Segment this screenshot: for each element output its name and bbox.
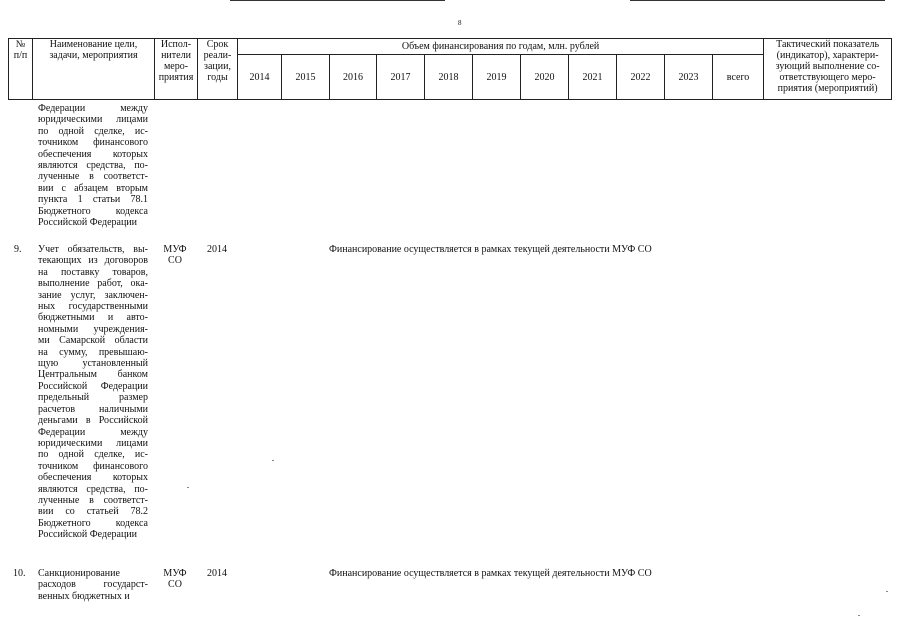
name-line: расходов государст-	[38, 579, 148, 591]
scan-speck	[272, 460, 274, 461]
name-line: Федерации между	[38, 426, 148, 438]
header-year: 2022	[617, 55, 665, 100]
name-line: являются средства, по-	[38, 483, 148, 495]
header-year: 2021	[569, 55, 617, 100]
name-line: номными учреждения-	[38, 323, 148, 335]
row-term: 2014	[207, 568, 227, 579]
name-line: ми Самарской области	[38, 335, 148, 347]
scan-speck	[187, 487, 189, 488]
header-term: Срок реали-зации, годы	[198, 39, 238, 100]
scan-speck	[886, 591, 888, 592]
header-num: № п/п	[9, 39, 33, 100]
header-executor: Испол-нители меро-приятия	[155, 39, 198, 100]
name-line: Российской Федерации	[38, 529, 138, 541]
header-total: всего	[713, 55, 764, 100]
name-line: предельный размер	[38, 392, 148, 404]
name-line: обеспечения которых	[38, 148, 148, 160]
header-year: 2014	[238, 55, 282, 100]
name-line: юридическими лицами	[38, 114, 148, 126]
row-number: 10.	[13, 568, 26, 579]
scan-speck	[858, 615, 860, 616]
name-line: вии с абзацем вторым	[38, 182, 148, 194]
name-line: Учет обязательств, вы-	[38, 244, 148, 255]
name-line: лученные в соответст-	[38, 171, 148, 183]
name-line: Центральным банком	[38, 369, 148, 381]
name-line: обеспечения которых	[38, 472, 148, 484]
header-year: 2023	[665, 55, 713, 100]
name-line: юридическими лицами	[38, 437, 148, 449]
name-line: текающих из договоров	[38, 255, 148, 267]
header-year: 2020	[521, 55, 569, 100]
name-line: по одной сделке, ис-	[38, 125, 148, 137]
name-line: Бюджетного кодекса	[38, 205, 148, 217]
header-year: 2018	[425, 55, 473, 100]
name-line: зание услуг, заключен-	[38, 289, 148, 301]
row-executor: МУФ СО	[163, 568, 187, 591]
name-line: на сумму, превышаю-	[38, 346, 148, 358]
name-line: ных государственными	[38, 301, 148, 313]
name-line: бюджетными и авто-	[38, 312, 148, 324]
name-line: венных бюджетных и	[38, 590, 130, 602]
row-name	[38, 103, 148, 228]
name-line: Санкционирование	[38, 568, 120, 579]
top-border-line	[230, 0, 445, 1]
row-number: 9.	[14, 244, 22, 255]
header-year: 2017	[377, 55, 425, 100]
row-financing-note: Финансирование осуществляется в рамках текущей деятельности МУФ СО	[329, 568, 652, 579]
name-line: точником финансового	[38, 137, 148, 149]
name-line: расчетов наличными	[38, 403, 148, 415]
header-year: 2015	[282, 55, 330, 100]
name-line: Бюджетного кодекса	[38, 517, 148, 529]
name-line: пункта 1 статьи 78.1	[38, 194, 148, 206]
name-line: Российской Федерации	[38, 380, 148, 392]
name-line: Федерации между	[38, 103, 148, 114]
header-indicator: Тактический показатель (индикатор), характери-зующий выполнение со-ответствующего меро-приятия (мероприятий)	[764, 39, 892, 100]
top-border-line	[630, 0, 885, 1]
row-name	[38, 244, 148, 541]
name-line: на поставку товаров,	[38, 266, 148, 278]
header-year: 2016	[330, 55, 377, 100]
header-year: 2019	[473, 55, 521, 100]
name-line: Российской Федерации	[38, 217, 138, 229]
row-name	[38, 568, 148, 602]
row-financing-note: Финансирование осуществляется в рамках текущей деятельности МУФ СО	[329, 244, 652, 255]
page-number: 8	[458, 19, 462, 27]
table-header	[8, 38, 892, 100]
name-line: являются средства, по-	[38, 160, 148, 172]
header-financing-title: Объем финансирования по годам, млн. рублей	[238, 39, 764, 55]
row-executor: МУФ СО	[163, 244, 187, 267]
name-line: деньгами в Российской	[38, 415, 148, 427]
name-line: щую установленный	[38, 358, 148, 370]
header-name: Наименование цели, задачи, мероприятия	[33, 39, 155, 100]
name-line: по одной сделке, ис-	[38, 449, 148, 461]
name-line: лученные в соответст-	[38, 494, 148, 506]
name-line: точником финансового	[38, 460, 148, 472]
row-term: 2014	[207, 244, 227, 255]
name-line: выполнение работ, ока-	[38, 278, 148, 290]
name-line: вии со статьей 78.2	[38, 506, 148, 518]
